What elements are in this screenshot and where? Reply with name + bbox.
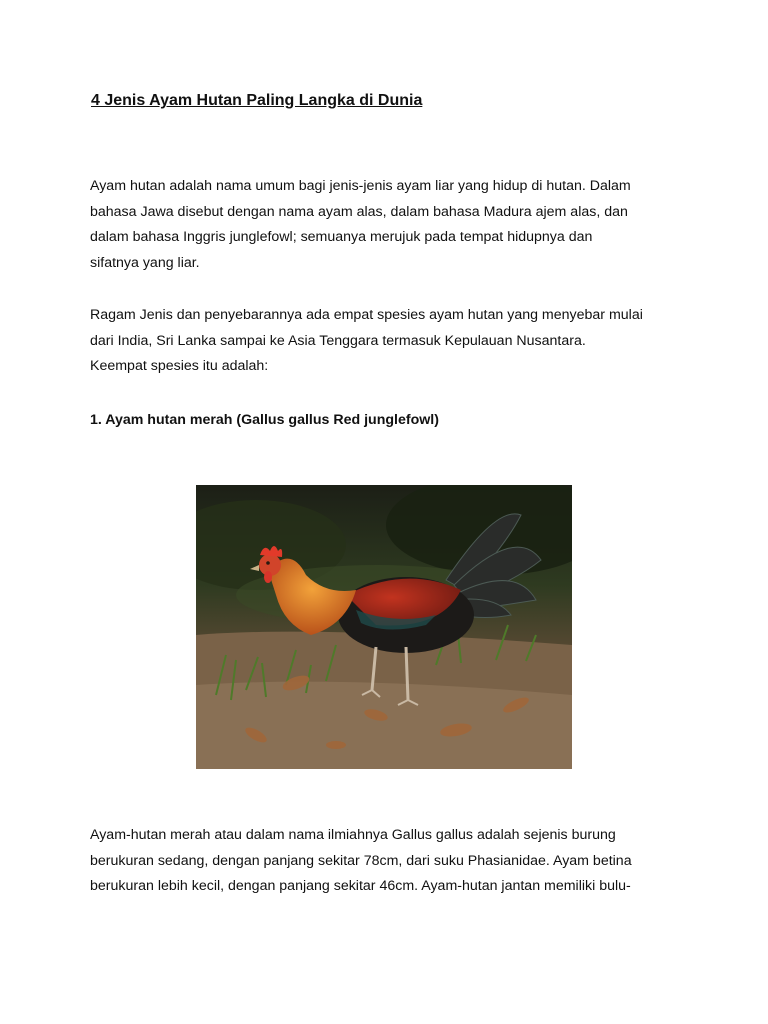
paragraph-line: sifatnya yang liar. (90, 255, 200, 272)
paragraph-line: dari India, Sri Lanka sampai ke Asia Tenggara termasuk Kepulauan Nusantara. (90, 332, 586, 349)
paragraph-line: bahasa Jawa disebut dengan nama ayam alas, dalam bahasa Madura ajem alas, dan (90, 203, 628, 220)
section-heading-red-junglefowl: 1. Ayam hutan merah (Gallus gallus Red junglefowl) (90, 412, 439, 428)
paragraph-line: Keempat spesies itu adalah: (90, 358, 269, 375)
paragraph-line: Ayam-hutan merah atau dalam nama ilmiahnya Gallus gallus adalah sejenis burung (90, 827, 616, 843)
intro-paragraph (90, 174, 690, 277)
paragraph-line: berukuran lebih kecil, dengan panjang sekitar 46cm. Ayam-hutan jantan memiliki bulu- (90, 878, 631, 895)
paragraph-line: dalam bahasa Inggris junglefowl; semuanya merujuk pada tempat hidupnya dan (90, 229, 593, 246)
species-intro-paragraph (90, 303, 690, 380)
red-junglefowl-paragraph (90, 823, 690, 900)
red-junglefowl-photo (196, 485, 572, 769)
paragraph-line: Ragam Jenis dan penyebarannya ada empat spesies ayam hutan yang menyebar mulai (90, 307, 643, 323)
paragraph-line: berukuran sedang, dengan panjang sekitar 78cm, dari suku Phasianidae. Ayam betina (90, 852, 632, 869)
paragraph-line: Ayam hutan adalah nama umum bagi jenis-jenis ayam liar yang hidup di hutan. Dalam (90, 178, 631, 194)
document-title: 4 Jenis Ayam Hutan Paling Langka di Dunia (91, 92, 423, 109)
